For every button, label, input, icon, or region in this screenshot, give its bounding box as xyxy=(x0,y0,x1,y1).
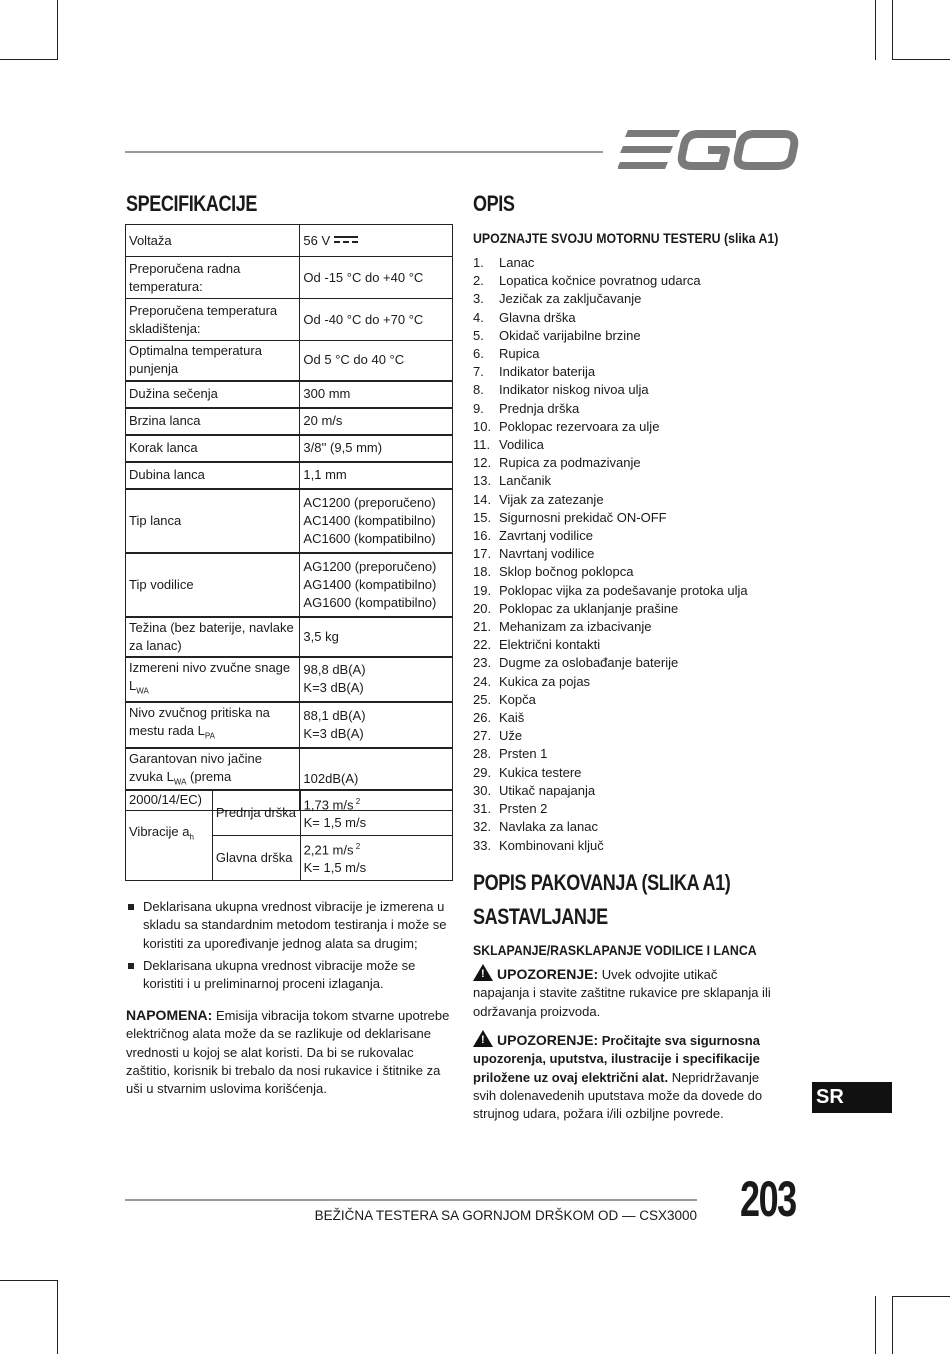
header-rule xyxy=(125,151,603,153)
list-text: Prsten 2 xyxy=(499,801,548,817)
list-item xyxy=(473,709,748,727)
page-number: 203 xyxy=(740,1171,796,1227)
list-item xyxy=(473,727,748,745)
list-item xyxy=(473,636,748,654)
list-text: Dugme za oslobađanje baterije xyxy=(499,655,679,671)
spec-value: 3,5 kg xyxy=(300,617,453,657)
list-text: Glavna drška xyxy=(499,309,576,325)
list-item xyxy=(473,400,748,418)
spec-label: Izmereni nivo zvučne snage $L_{WA}$ xyxy=(126,657,300,703)
list-text: Navlaka za lanac xyxy=(499,819,598,835)
spec-label: Dužina sečenja xyxy=(126,381,300,408)
spec-title: SPECIFIKACIJE xyxy=(126,191,258,216)
spec-label: Preporučena radna temperatura: xyxy=(126,257,300,299)
spec-value: Od 5 °C do 40 °C xyxy=(300,341,453,381)
list-number: 31. xyxy=(473,801,492,817)
list-text: Sklop bočnog poklopca xyxy=(499,564,634,580)
list-number: 27. xyxy=(473,728,492,744)
list-text: Indikator baterija xyxy=(499,364,596,380)
list-item xyxy=(473,491,748,509)
list-number: 19. xyxy=(473,582,492,598)
list-item xyxy=(473,290,748,308)
list-number: 20. xyxy=(473,600,492,616)
list-number: 17. xyxy=(473,546,492,562)
spec-value: 98,8 dB(A) K=3 dB(A) xyxy=(300,657,453,703)
list-item xyxy=(473,818,748,836)
list-number: 28. xyxy=(473,746,492,762)
warning-1: ! UPOZORENJE: Uvek odvojite utikač napajanja i stavite zaštitne rukavice pre sklapanja ili održavanja proizvoda. xyxy=(473,966,771,1019)
ego-logo xyxy=(618,128,800,172)
assembly-title: SASTAVLJANJE xyxy=(473,904,608,929)
list-text: Mehanizam za izbacivanje xyxy=(499,619,652,635)
warning-icon: ! xyxy=(473,1030,493,1047)
spec-value: 20 m/s xyxy=(300,408,453,435)
list-text: Sigurnosni prekidač ON-OFF xyxy=(499,509,667,525)
list-number: 26. xyxy=(473,710,492,726)
list-text: Navrtanj vodilice xyxy=(499,546,595,562)
list-item xyxy=(473,254,748,272)
crop-mark xyxy=(875,1296,876,1354)
list-item xyxy=(473,309,748,327)
list-item xyxy=(473,509,748,527)
note-paragraph: NAPOMENA: Emisija vibracija tokom stvarne upotrebe električnog alata može da se razlikuje od deklarisane vrednosti u kojoj se alat koristi. Da bi se rukovalac zaštitio, korisnik bi trebalo da nosi rukavice i štitnike za uši u stvarnim uslovima korišćenja. xyxy=(126,1007,450,1097)
crop-mark xyxy=(892,59,950,60)
list-item xyxy=(473,345,748,363)
list-text: Lanac xyxy=(499,255,535,270)
list-text: Vijak za zatezanje xyxy=(499,491,604,507)
list-number: 15. xyxy=(473,509,492,525)
crop-mark xyxy=(0,1280,58,1281)
list-text: Prednja drška xyxy=(499,400,580,416)
spec-value: AC1200 (preporučeno) AC1400 (kompatibilno) AC1600 (kompatibilno) xyxy=(300,489,453,553)
crop-mark xyxy=(57,0,58,60)
list-number: 23. xyxy=(473,655,492,671)
list-item xyxy=(473,673,748,691)
list-item xyxy=(473,272,748,290)
warning-2: ! UPOZORENJE: Pročitajte sva sigurnosna upozorenja, uputstva, ilustracije i specifikacije priložene uz ovaj električni alat. Nepridržavanje svih dolenavedenih uputstava može da dovede do strujnog udara, požara i/ili ozbiljne povrede. xyxy=(473,1032,763,1122)
list-number: 25. xyxy=(473,691,492,707)
list-text: Poklopac rezervoara za ulje xyxy=(499,418,660,434)
list-text: Indikator niskog nivoa ulja xyxy=(499,382,649,398)
list-item xyxy=(473,418,748,436)
list-item xyxy=(473,381,748,399)
spec-label: Preporučena temperatura skladištenja: xyxy=(126,299,300,341)
spec-label: Voltaža xyxy=(126,225,300,257)
list-item xyxy=(473,618,748,636)
list-item xyxy=(473,600,748,618)
opis-subtitle: UPOZNAJTE SVOJU MOTORNU TESTERU (slika A1) xyxy=(473,230,779,246)
crop-mark xyxy=(892,0,893,60)
spec-label: Brzina lanca xyxy=(126,408,300,435)
list-number: 1. xyxy=(473,255,484,270)
list-text: Poklopac vijka za podešavanje protoka ulja xyxy=(499,582,748,598)
list-item xyxy=(473,563,748,581)
crop-mark xyxy=(57,1280,58,1354)
list-item xyxy=(473,327,748,345)
vibration-label: Vibracije $a_h$ xyxy=(126,790,213,880)
vibration-table xyxy=(125,789,453,881)
list-text: Kukica za pojas xyxy=(499,673,591,689)
list-text: Kaiš xyxy=(499,710,525,726)
list-number: 30. xyxy=(473,782,492,798)
spec-value: AG1200 (preporučeno) AG1400 (kompatibilno) AG1600 (kompatibilno) xyxy=(300,553,453,617)
list-number: 14. xyxy=(473,491,492,507)
list-number: 2. xyxy=(473,273,484,289)
language-tab: SR xyxy=(812,1082,892,1113)
list-item: Deklarisana ukupna vrednost vibracije može se koristiti i u preliminarnoj proceni izlaganja. xyxy=(126,957,456,994)
list-item xyxy=(473,436,748,454)
list-item xyxy=(473,782,748,800)
list-number: 24. xyxy=(473,673,492,689)
list-number: 18. xyxy=(473,564,492,580)
spec-value: Od -15 °C do +40 °C xyxy=(300,257,453,299)
list-text: Okidač varijabilne brzine xyxy=(499,327,641,343)
footer-rule xyxy=(125,1199,697,1201)
list-number: 3. xyxy=(473,291,484,307)
crop-mark xyxy=(0,59,58,60)
bullet-icon xyxy=(128,963,134,969)
list-text: Lančanik xyxy=(499,473,552,489)
list-text: Vodilica xyxy=(499,437,544,453)
spec-label: Dubina lanca xyxy=(126,462,300,489)
list-text: Zavrtanj vodilice xyxy=(499,528,593,544)
footer-text: BEŽIČNA TESTERA SA GORNJOM DRŠKOM OD — CSX3000 xyxy=(314,1208,697,1223)
list-item xyxy=(473,764,748,782)
list-number: 13. xyxy=(473,473,492,489)
spec-value: 102dB(A) xyxy=(300,748,453,811)
packing-title: POPIS PAKOVANJA (SLIKA A1) xyxy=(473,870,731,895)
spec-value: 56 V xyxy=(300,225,453,257)
list-number: 21. xyxy=(473,619,492,635)
spec-value: 1,1 mm xyxy=(300,462,453,489)
list-item xyxy=(473,582,748,600)
list-number: 22. xyxy=(473,637,492,653)
list-item xyxy=(473,654,748,672)
bullet-icon xyxy=(128,904,134,910)
assembly-subtitle: SKLAPANJE/RASKLAPANJE VODILICE I LANCA xyxy=(473,942,757,958)
list-item xyxy=(473,545,748,563)
spec-label: Optimalna temperatura punjenja xyxy=(126,341,300,381)
list-number: 16. xyxy=(473,528,492,544)
list-number: 5. xyxy=(473,327,484,343)
list-item: Deklarisana ukupna vrednost vibracije je izmerena u skladu sa standardnim metodom testiranja i može se koristiti za upoređivanje jednog alata sa drugim; xyxy=(126,898,456,953)
spec-value: 88,1 dB(A) K=3 dB(A) xyxy=(300,702,453,748)
list-number: 7. xyxy=(473,364,484,380)
list-text: Rupica xyxy=(499,346,540,362)
list-text: Prsten 1 xyxy=(499,746,548,762)
list-number: 9. xyxy=(473,400,484,416)
warning-icon: ! xyxy=(473,964,493,981)
front-handle-value: 1,73 m/s $^2$ K= 1,5 m/s xyxy=(300,790,452,835)
list-text: Kopča xyxy=(499,691,536,707)
dc-symbol-icon xyxy=(334,235,358,245)
list-number: 8. xyxy=(473,382,484,398)
list-number: 12. xyxy=(473,455,492,471)
spec-label: Tip vodilice xyxy=(126,553,300,617)
list-text: Uže xyxy=(499,728,523,744)
list-number: 4. xyxy=(473,309,484,325)
spec-value: 300 mm xyxy=(300,381,453,408)
list-item xyxy=(473,691,748,709)
crop-mark xyxy=(892,1296,893,1354)
spec-table xyxy=(125,224,453,811)
list-number: 32. xyxy=(473,819,492,835)
list-number: 6. xyxy=(473,346,484,362)
list-item xyxy=(473,837,748,855)
front-handle-label: Prednja drška xyxy=(212,790,300,835)
spec-value: 3/8'' (9,5 mm) xyxy=(300,435,453,462)
spec-label: Težina (bez baterije, navlake za lanac) xyxy=(126,617,300,657)
list-number: 11. xyxy=(473,437,491,453)
opis-title: OPIS xyxy=(473,191,515,216)
list-item xyxy=(473,800,748,818)
list-text: Utikač napajanja xyxy=(499,782,596,798)
list-text: Lopatica kočnice povratnog udarca xyxy=(499,273,701,289)
list-text: Poklopac za uklanjanje prašine xyxy=(499,600,679,616)
crop-mark xyxy=(892,1296,950,1297)
list-text: Rupica za podmazivanje xyxy=(499,455,641,471)
crop-mark xyxy=(875,0,876,60)
list-item xyxy=(473,472,748,490)
parts-list xyxy=(473,254,748,855)
list-item xyxy=(473,363,748,381)
list-text: Kombinovani ključ xyxy=(499,837,604,853)
list-number: 33. xyxy=(473,837,492,853)
list-number: 29. xyxy=(473,764,492,780)
list-item xyxy=(473,745,748,763)
list-number: 10. xyxy=(473,418,492,434)
spec-label: Korak lanca xyxy=(126,435,300,462)
list-text: Kukica testere xyxy=(499,764,582,780)
main-handle-value: 2,21 m/s $^2$ K= 1,5 m/s xyxy=(300,835,452,880)
spec-value: Od -40 °C do +70 °C xyxy=(300,299,453,341)
list-text: Električni kontakti xyxy=(499,637,601,653)
vibration-notes xyxy=(126,898,456,997)
spec-label: Garantovan nivo jačine zvuka $L_{WA}$ (prema 2000/14/EC) xyxy=(126,748,300,811)
spec-label: Nivo zvučnog pritiska na mestu rada $L_{PA}$ xyxy=(126,702,300,748)
spec-label: Tip lanca xyxy=(126,489,300,553)
main-handle-label: Glavna drška xyxy=(212,835,300,880)
list-text: Jezičak za zaključavanje xyxy=(499,291,642,307)
list-item xyxy=(473,527,748,545)
list-item xyxy=(473,454,748,472)
